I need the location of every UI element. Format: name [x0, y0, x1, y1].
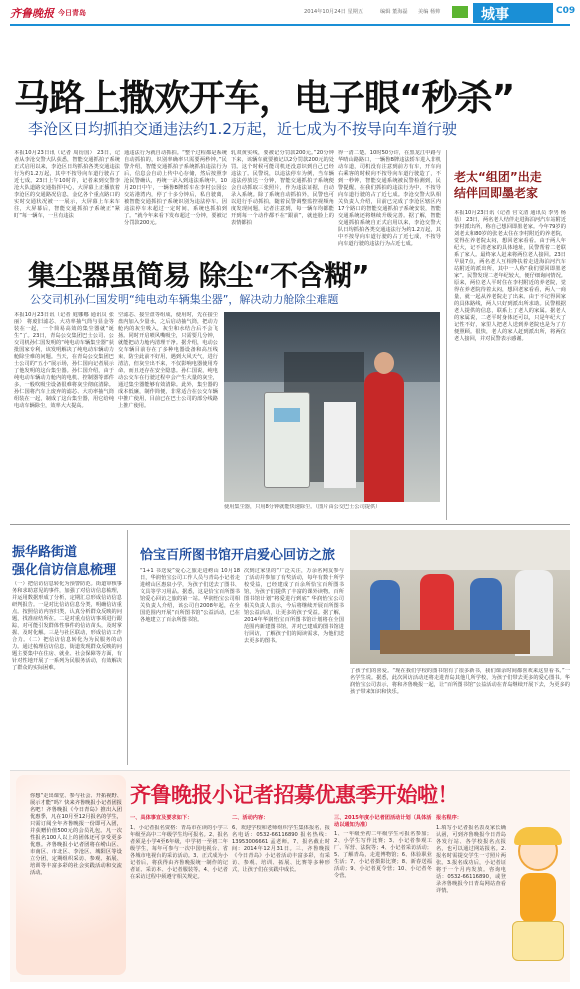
- cartoon-kid-illustration: [510, 831, 566, 971]
- vertical-divider: [446, 150, 447, 520]
- design-credit: 美编 杨帅: [418, 9, 441, 15]
- worker-figure: [364, 372, 404, 502]
- story3-text: （一）把信访信息转化为预警防范。街道审核事务和求助意见的事件，加强了对信访信息梳理，并运用数据形成了分析，定期汇总形成信访信息研判报告。一是对比信访信息分类，明确信访重点。按照信访内容归类，认真分析群众反映的问题，找准症结所在。二是对重点信访事项进行跟踪，对可能引发群体性事件的信访苗头，及时掌握、及时化解。三是与社区联动，形成信访工作合力。（二）把信访信息转化为为民服务的动力。通过梳理信访信息，街道发现群众反映的问题主要集中在住房、就业、社会保障等方面，有针对性地开展了一系列为民服务活动，有效解决了群众的实际困难。: [12, 581, 122, 671]
- story2-subheadline: 公交司机孙仁国发明“纯电动车辆集尘器”，解决动力舱除尘难题: [30, 293, 339, 306]
- edition-label: 今日青岛: [58, 9, 86, 17]
- story4-column-2: 次到过家里的“广泛关注，万余名网友参与了活动并参加了有奖活动，每年有数十所学校受益，已经建成了百余所恰宝百所图书馆，为孩子们提供了丰富的课外读物。百所图书馆计划“将爱进行到底” 华润怡宝公司相关负责人表示，今后将继续开展百所图书馆公益活动，让更多的孩子受益。据了解，2014年华润怡宝百所图书馆计划将在全国范围内新建图书馆，并对已建成的图书馆进行回访，了解孩子们的阅读需求，为他们送去更多的图书。: [244, 568, 344, 644]
- story4-column-3: 了孩子们的喜爱。“现在我们学校的图书馆有了很多新书，我们课余时间都喜欢来这里看书。”一名学生说。据悉，此次回访活动还将走进青岛其他几所学校，为孩子们带去更多的爱心图书。华润怡宝公司表示，将和齐鲁晚报一起，让“百所图书馆”公益活动在青岛继续开展下去，为更多的孩子带来知识和快乐。: [350, 668, 570, 695]
- library-photo: [350, 530, 570, 664]
- horizontal-divider: [10, 524, 570, 525]
- side-headline-line2: 结伴回即墨老家: [454, 186, 539, 200]
- story4-headline: 恰宝百所图书馆开启爱心回访之旅: [140, 548, 336, 563]
- story1-column-1: 本报10月23日讯（记者 周衍国） 23日，记者从李沧交警大队获悉，智能交通抓拍子系统正式启用以来，李沧区日均抓拍各类交通违法行为约1.2万起，其中不按导向车道行驶占了近七成。23日上午10时许，记者来到交警李沧大队道路交通指挥中心，大屏幕上正播放着李沧区的交通路况信息，金亿各个重点路口的实时交通状况被一一展示，大屏幕上车来车往，大屏幕后，智能交通抓拍子系统正“紧盯”每一辆车，一旦有违法: [14, 150, 120, 219]
- ad-column-1-head: 一、具体事宜及要求如下：: [130, 815, 193, 821]
- story1-column-3: 轧双黄实线，要被记分罚款200元。”20分钟下来，该辆车就要被记以2分罚款200元的处罚。这个时候可能司机还没意识到自己已经违法了。民警说，以违法停车为例，当车辆违法停放达一分钟，智能交通抓拍子系统便会自动抓取三张照片，作为违法证据，自动录入系统。除了系统自动抓拍外，民警也可以进行手动抓拍，随着民警调整监控视频角度发现问题，记者注意到，每一辆车均都能开到每一个动作都不在“跟前”，就连脸上的表情都拍: [231, 150, 334, 226]
- section-title: 城事: [481, 7, 509, 23]
- story1-subheadline: 李沧区日均抓拍交通违法约1.2万起，近七成为不按导向车道行驶: [28, 120, 457, 138]
- side-story-text: 本报10月23日讯（记者 官文清 通讯员 李男 杨蓓） 23日，两名老人结伴走进海泊河汽车站附近李村派出所，称自己想回即墨老家。今年79岁的刘老太和80岁的张老太住在李村附近的养老院，觉得在养老院太闷，想回老家看看。由于两人年纪大，记不清老家的具体地址，民警帮着二老联系了家人。最终家人赶来将两位老人接回。23日早晨7点，两名老人互相搀扶着走进海泊河汽车站附近的派出所，其中一人称“我们要回即墨老家”。民警发现二老年纪较大，便仔细询问情况。原来，两位老人平时住在李村附近的养老院，觉得在养老院待着太闷，想回老家看看，两人一商量，就一起从养老院走了出来。由于不记得回家的具体路线，两人只好到派出所求助。民警根据老人提供的信息，联系上了老人的家属。据老人的家属说，二老平时身体还可以，只是年纪大了记性不好，家里人把老人送到养老院也是为了方便照顾。很快，老人的家人赶到派出所，将两位老人接回，并对民警表示感谢。: [454, 210, 566, 342]
- vertical-divider-2: [127, 530, 128, 765]
- story2-headline: 集尘器虽简易 除尘“不含糊”: [28, 259, 369, 292]
- ad-column-2-head: 二、活动内容：: [232, 815, 269, 821]
- photo-caption: 使用集尘器，只用8分钟就能快速除尘。（图片由公交巴士公司提供）: [224, 504, 381, 510]
- masthead: [0, 0, 580, 26]
- ad-column-1: 1、小记者报名资格：青岛市在读的小学三年级至高中二年级学生均可报名。2、报名者须是小学4至6年级，中学初一至初二年级学生，每年可参与一次中国电视台、省各城市电视台的采访活动。3、正式成为小记者后，将获得由齐鲁晚报统一制作的记者证、采访本、小记者服装等。4、小记者在采访过程中须遵守相关规定。: [130, 825, 228, 880]
- ad-column-4: 1.填写小记者报名表及家长确认函，可到齐鲁晚报今日青岛各发行站、各学校报名点报名，也可以通过网站报名。2.报名时需提交学生一寸照片两张。3.报名成功后，小记者证将于一个月内发放。咨询电话：0532-66116890，或登录齐鲁晚报今日青岛网站查看详情。: [436, 825, 506, 894]
- collector-canister: [264, 392, 310, 488]
- side-headline-line1: 老太“组团”出走: [454, 170, 542, 184]
- ad-column-2: 6、欢迎学校和老师组织学生集体报名，报名电话：0532-66116890 报名热线：13953006661 孟老师。7、报名截止时间：2014年12月31日。三、齐鲁晚报《今日青岛》小记者活动丰富多彩，有采访、参观、培训、拓展、比赛等多种形式，让孩子们在实践中成长。: [232, 825, 330, 873]
- header-rule: [10, 24, 570, 26]
- section-banner: [473, 3, 553, 23]
- story3-headline-line1: 振华路街道: [12, 545, 78, 560]
- story1-column-2: 通违法行为就自动抓拍。“整个过程都是系统自动抓拍的，识别率确率只需要两秒钟。”民警介绍，智能交通抓拍子系统抓拍违法行为后，信息会自动上传中心存储，然后按照李沧民警确认，再统一录入到违法系统中。10月20日中午，一辆鲁B牌轿车在李村公园公交站港湾内，停了十多分钟后，私自驶离，被智能交通抓拍子系统识别为违法停车。因违法停车未超过一定时间，系统也抓拍到了。“就今年来看下发布超过一分钟，要被记分罚款200元。: [124, 150, 227, 226]
- story1-headline: 马路上撒欢开车，电子眼“秒杀”: [14, 78, 515, 119]
- newspaper-logo: 齐鲁晚报: [10, 7, 54, 20]
- story4-column-1: “1+1 书送爱”爱心之旅走进崂山 10月18日，华润怡宝公司工作人员与青岛小记者走进崂山区惠泉小学，为孩子们送去了图书、文具等学习用品。据悉，这是恰宝百所图书馆爱心回访之旅的第一站。华润怡宝公司相关负责人介绍，该公司自2008年起，在全国范围内开展“百所图书馆”公益活动，已在各地建立了百余所图书馆。: [140, 568, 240, 623]
- page-number: C09: [556, 6, 576, 16]
- story2-column-2: 空滤芯、接尘盘等组成，使用时，先在接尘盘内加入少量水，之后启动抽气筒，把动力舱内的灰尘吸入，灰尘和水结合后不会飞扬。同时开启喷风嘴吸尘，只需要几分钟，就能把动力舱内清理干净。据介绍，电动公交车辆目前存在了多种电器设备和高压线束，防尘此前不好用，遇到大风天气，进行清洁，但灰尘出不来，不仅影响电器使用寿命，而且还存在安全隐患。孙仁国说，纯电动公交车在行驶过程中会产生大量的灰尘，通过集尘器能够有效清除。此外，集尘器的成本低廉，制作简便，非常适合在公交车辆中推广使用，目前已在巴士公司的部分线路上推广使用。: [118, 312, 218, 409]
- ad-column-3-head: 三、2015年度小记者团活动计划（具体活动以通知为准）: [334, 815, 432, 828]
- story1-column-4: 得一清二楚。10时50分许，在黑龙江中路与华晴山路路口，一辆鲁B牌违法轿车进入非机动车道，司机没有注意到前方有车，开车向右乘客的时候向不按导向车道行驶造了，不到一秒钟，智能交通系统被民警检测到，民警提醒，在我们抓拍的违法行为中，不按导向车道行驶的占了近七成。李沧交警大队相关负责人介绍，目前已完成了李沧区辖区内17个路口的智能交通抓拍子系统安装，智能交通系统还将继续升级完善。据了解，智能交通抓拍系统自正式启用以来，李沧交警大队日均抓拍各类交通违法行为约1.2万起，其中不按导向车道行驶的占了近七成，不按导向车道行驶的违法行为占近七成。: [338, 150, 441, 247]
- green-tag: [452, 6, 468, 18]
- recruit-ad: [10, 770, 570, 982]
- story2-column-1: 本报10月23日讯（记者 庭娜娜 通讯员 张丽） 将废旧滤芯、大功率抽气筒与显金等装在一起，一个简易高效的集尘器就“诞生”了。23日，青岛公交集团巴士公司、公交司机孙仁国发明的“纯电动车辆集尘器”获批国家专利，该发明解决了纯电动车辆动力舱除尘难的问题。当天，在青岛公交集团巴士公司的“五小”展示场，孙仁国向记者展示了他发明的这台集尘器。孙仁国介绍，由于纯电动车辆动力舱内的电机、控制器等部件多，一般吹吸尘设备很难将灰尘彻底清除。孙仁国将汽车上废弃的滤芯、大功率抽气筒组装在一起，制成了这台集尘器，用它给纯电动车辆除尘，效率大大提高。: [14, 312, 114, 409]
- ad-column-3: 1、一年级至初二年级学生可报名参加；2、小学生写作比赛；3、小记者参观工厂、军营、法院等；4、小记者采访活动；5、了解青岛，走进博物馆；6、体验职业生活；7、小记者摄影比赛；8、新春送福活动；9、小记者夏令营；10、小记者冬令营。: [334, 831, 432, 879]
- ad-left-text: 你想“走出课堂、参与社会、开拓视野、展示才能”吗？快来齐鲁晚报小记者团报名吧！齐鲁晚报《今日青岛》推出入团优惠季，凡在10月至12月报名的学生，只需订阅全年齐鲁晚报一份即可入团，并获赠价值500元的会员礼包。凡一次性报名100人以上的团体还可享受更多优惠。齐鲁晚报小记者团将在崂山区、市南区、市北区、李沧区、城阳区等设立分团，定期组织采访、参观、拓展、培训等丰富多彩的社会实践活动和交流活动。: [30, 793, 122, 876]
- ad-column-4-head: 报名程序：: [436, 815, 462, 821]
- ad-headline: 齐鲁晚报小记者招募优惠季开始啦！: [130, 783, 458, 807]
- editor-credit: 编辑 董海磊: [380, 9, 408, 15]
- issue-date: 2014年10月24日 星期五: [304, 9, 364, 15]
- story3-headline-line2: 强化信访信息梳理: [12, 563, 117, 578]
- dust-collector-photo: [224, 312, 440, 502]
